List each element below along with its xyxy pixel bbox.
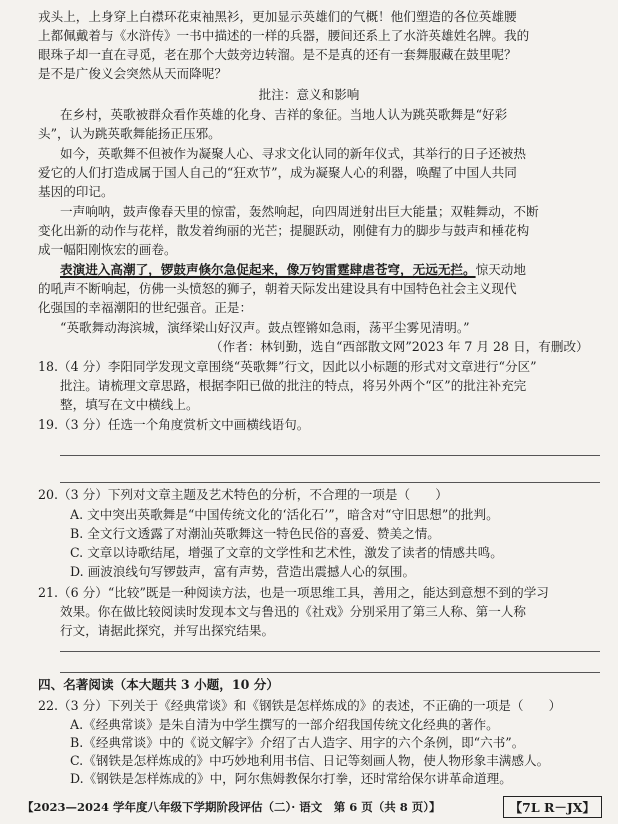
passage-line: 上都佩戴着与《水浒传》一书中描述的一样的兵器，腰间还系上了水浒英雄姓名牌。我的 [38, 28, 530, 43]
passage-line: 眼珠子却一直在寻觅，老在那个大鼓旁边转溜。是不是真的还有一套舞服藏在鼓里呢？ [38, 47, 517, 62]
question-19: 19.（3 分）任选一个角度赏析文中画横线语句。 [38, 417, 310, 432]
question-18: 整，填写在文中横线上。 [60, 397, 199, 412]
option-c[interactable]: C. 文章以诗歌结尾，增强了文章的文学性和艺术性，激发了读者的情感共鸣。 [70, 545, 503, 560]
passage-line: 变化出新的动作与花样，散发着绚丽的光芒；提腿跃动，刚健有力的脚步与鼓声和棰花构 [38, 223, 530, 238]
passage-line: 成一幅阳刚恢宏的画卷。 [38, 242, 177, 257]
question-18: 批注。请梳理文章思路，根据李阳已做的批注的特点，将另外两个“区”的批注补充完 [60, 378, 527, 393]
passage-text: 惊天动地 [475, 262, 526, 277]
underlined-sentence: 表演进入高潮了，锣鼓声倏尔急促起来，像万钧雷霆肆虐苍穹，无远无拦。 [60, 262, 476, 277]
source-note: （作者：林钊勤，选自“西部散文网”2023 年 7 月 28 日，有删改） [210, 339, 589, 354]
page-footer [22, 796, 602, 818]
annotation-title: 批注：意义和影响 [258, 87, 360, 102]
option-d[interactable]: D.《钢铁是怎样炼成的》中，阿尔焦姆教保尔打拳，还时常给保尔讲革命道理。 [70, 771, 512, 786]
passage-line: 基因的印记。 [38, 184, 114, 199]
section-heading: 四、名著阅读（本大题共 3 小题，10 分） [38, 677, 279, 692]
question-21: 行文，请据此探究，并写出探究结果。 [60, 623, 275, 638]
option-b[interactable]: B.《经典常谈》中的《说文解字》介绍了古人造字、用字的六个条例，即“六书”。 [70, 735, 525, 750]
answer-line[interactable] [60, 455, 600, 456]
poem: “英歌舞动海滨城，演绎梁山好汉声。鼓点铿锵如急雨，荡平尘雾见清明。” [60, 320, 470, 335]
passage-line: 是不是广俊义会突然从天而降呢？ [38, 66, 227, 81]
passage-line: 戎头上，上身穿上白襟环花束袖黑衫，更加显示英雄们的气概！他们塑造的各位英雄腰 [38, 9, 517, 24]
answer-line[interactable] [60, 651, 600, 652]
question-22: 22.（3 分）下列关于《经典常谈》和《钢铁是怎样炼成的》的表述，不正确的一项是（ ） [38, 698, 562, 713]
passage-line: 如今，英歌舞不但被作为凝聚人心、寻求文化认同的新年仪式，其举行的日子还被热 [60, 146, 526, 161]
passage-line: 在乡村，英歌被群众看作英雄的化身、吉祥的象征。当地人认为跳英歌舞是“好彩 [60, 107, 508, 122]
option-a[interactable]: A. 文中突出英歌舞是“中国传统文化的‘活化石’”，暗含对“守旧思想”的批判。 [70, 507, 499, 522]
passage-line: 的吼声不断响起，仿佛一头愤怒的狮子，朝着天际发出建设具有中国特色社会主义现代 [38, 281, 517, 296]
option-d[interactable]: D. 画波浪线句写锣鼓声，富有声势，营造出震撼人心的氛围。 [70, 564, 416, 579]
answer-line[interactable] [60, 482, 600, 483]
passage-line: 头”，认为跳英歌舞能扬正压邪。 [38, 126, 221, 141]
question-21: 效果。你在做比较阅读时发现本文与鲁迅的《社戏》分别采用了第三人称、第一人称 [60, 604, 526, 619]
passage-line: 一声响呐，鼓声像春天里的惊雷，轰然响起，向四周迸射出巨大能量；双鞋舞动，不断 [60, 204, 539, 219]
option-b[interactable]: B. 全文行文透露了对潮汕英歌舞这一特色民俗的喜爱、赞美之情。 [70, 526, 440, 541]
question-20: 20.（3 分）下列对文章主题及艺术特色的分析，不合理的一项是（ ） [38, 487, 448, 502]
option-c[interactable]: C.《钢铁是怎样炼成的》中巧妙地利用书信、日记等刻画人物，使人物形象丰满感人。 [70, 753, 550, 768]
exam-code: 【7L R－JX】 [503, 796, 602, 818]
option-a[interactable]: A.《经典常谈》是朱自清为中学生撰写的一部介绍我国传统文化经典的著作。 [70, 717, 499, 732]
answer-line[interactable] [60, 672, 600, 673]
question-18: 18.（4 分）李阳同学发现文章围绕“英歌舞”行文，因此以小标题的形式对文章进行“分区” [38, 359, 537, 374]
passage-line [60, 261, 618, 279]
question-21: 21.（6 分）“比较”既是一种阅读方法，也是一项思维工具，善用之，能达到意想不到的学习 [38, 585, 549, 600]
passage-line: 化强国的幸福潮阳的世纪强音。正是： [38, 300, 253, 315]
footer-info: 【2023—2024 学年度八年级下学期阶段评估（二）· 语文 第 6 页（共 8 页）】 [22, 800, 441, 814]
passage-line: 爱它的人们打造成属于国人自己的“狂欢节”，成为凝聚人心的利器，唤醒了中国人共同 [38, 165, 517, 180]
